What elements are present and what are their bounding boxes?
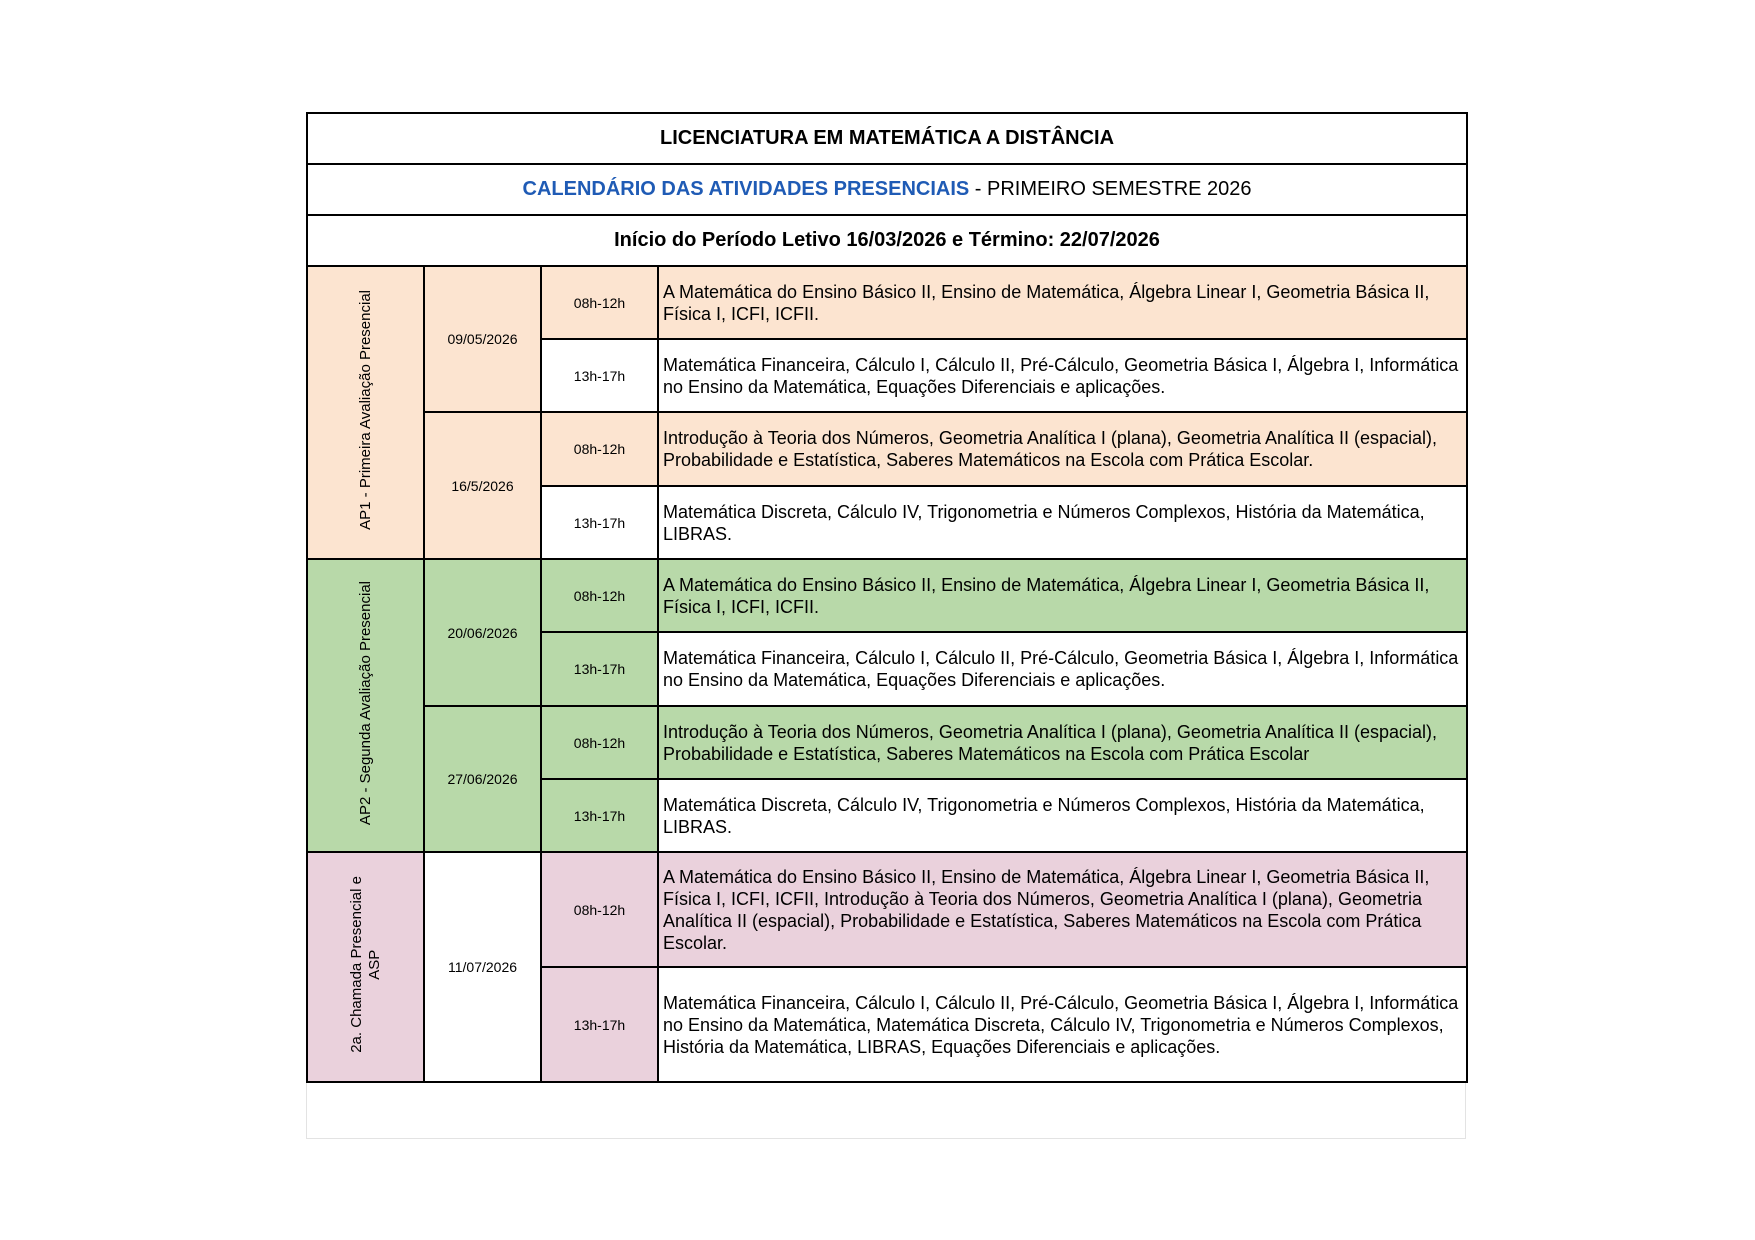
date-cell: 09/05/2026 bbox=[424, 266, 541, 412]
calendar-label: CALENDÁRIO DAS ATIVIDADES PRESENCIAIS bbox=[522, 178, 970, 200]
date-cell: 27/06/2026 bbox=[424, 706, 541, 852]
time-cell: 13h-17h bbox=[541, 632, 658, 706]
time-cell: 13h-17h bbox=[541, 967, 658, 1082]
group-second-call bbox=[307, 852, 424, 1082]
period-info: Início do Período Letivo 16/03/2026 e Término: 22/07/2026 bbox=[307, 215, 1467, 266]
calendar-heading bbox=[307, 164, 1467, 215]
time-cell: 08h-12h bbox=[541, 559, 658, 632]
subjects-cell: Matemática Financeira, Cálculo I, Cálculo II, Pré-Cálculo, Geometria Básica I, Álgebra I, Informática no Ensino da Matemática, Matemática Discreta, Cálculo IV, Trigonometria e Números Complexos, História da Matemática, LIBRAS, Equações Diferenciais e aplicações. bbox=[658, 967, 1467, 1082]
subjects-cell: A Matemática do Ensino Básico II, Ensino de Matemática, Álgebra Linear I, Geometria Básica II, Física I, ICFI, ICFII. bbox=[658, 266, 1467, 339]
group-second-call-label: 2a. Chamada Presencial e ASP bbox=[347, 876, 383, 1053]
time-cell: 13h-17h bbox=[541, 486, 658, 559]
subjects-cell: Matemática Discreta, Cálculo IV, Trigonometria e Números Complexos, História da Matemática, LIBRAS. bbox=[658, 486, 1467, 559]
date-cell: 20/06/2026 bbox=[424, 559, 541, 706]
calendar-sheet bbox=[306, 112, 1466, 1139]
subjects-cell: Matemática Financeira, Cálculo I, Cálculo II, Pré-Cálculo, Geometria Básica I, Álgebra I, Informática no Ensino da Matemática, Equações Diferenciais e aplicações. bbox=[658, 632, 1467, 706]
subjects-cell: Matemática Discreta, Cálculo IV, Trigonometria e Números Complexos, História da Matemática, LIBRAS. bbox=[658, 779, 1467, 852]
time-cell: 13h-17h bbox=[541, 779, 658, 852]
time-cell: 08h-12h bbox=[541, 706, 658, 779]
time-cell: 13h-17h bbox=[541, 339, 658, 412]
calendar-table bbox=[306, 112, 1468, 1083]
subjects-cell: Introdução à Teoria dos Números, Geometria Analítica I (plana), Geometria Analítica II (espacial), Probabilidade e Estatística, Saberes Matemáticos na Escola com Prática Escolar. bbox=[658, 412, 1467, 486]
date-cell: 11/07/2026 bbox=[424, 852, 541, 1082]
time-cell: 08h-12h bbox=[541, 852, 658, 967]
time-cell: 08h-12h bbox=[541, 412, 658, 486]
group-ap2 bbox=[307, 559, 424, 852]
subjects-cell: Introdução à Teoria dos Números, Geometria Analítica I (plana), Geometria Analítica II (espacial), Probabilidade e Estatística, Saberes Matemáticos na Escola com Prática Escolar bbox=[658, 706, 1467, 779]
group-ap1 bbox=[307, 266, 424, 559]
subjects-cell: Matemática Financeira, Cálculo I, Cálculo II, Pré-Cálculo, Geometria Básica I, Álgebra I, Informática no Ensino da Matemática, Equações Diferenciais e aplicações. bbox=[658, 339, 1467, 412]
time-cell: 08h-12h bbox=[541, 266, 658, 339]
group-ap1-label: AP1 - Primeira Avaliação Presencial bbox=[356, 290, 374, 530]
calendar-suffix: - PRIMEIRO SEMESTRE 2026 bbox=[969, 178, 1252, 200]
group-ap2-label: AP2 - Segunda Avaliação Presencial bbox=[356, 580, 374, 826]
subjects-cell: A Matemática do Ensino Básico II, Ensino de Matemática, Álgebra Linear I, Geometria Básica II, Física I, ICFI, ICFII, Introdução à Teoria dos Números, Geometria Analítica I (plana), Geometria Analítica II (espacial), Probabilidade e Estatística, Saberes Matemáticos na Escola com Prática Escolar. bbox=[658, 852, 1467, 967]
empty-footer-row bbox=[306, 1083, 1466, 1139]
date-cell: 16/5/2026 bbox=[424, 412, 541, 559]
course-title: LICENCIATURA EM MATEMÁTICA A DISTÂNCIA bbox=[307, 113, 1467, 164]
subjects-cell: A Matemática do Ensino Básico II, Ensino de Matemática, Álgebra Linear I, Geometria Básica II, Física I, ICFI, ICFII. bbox=[658, 559, 1467, 632]
